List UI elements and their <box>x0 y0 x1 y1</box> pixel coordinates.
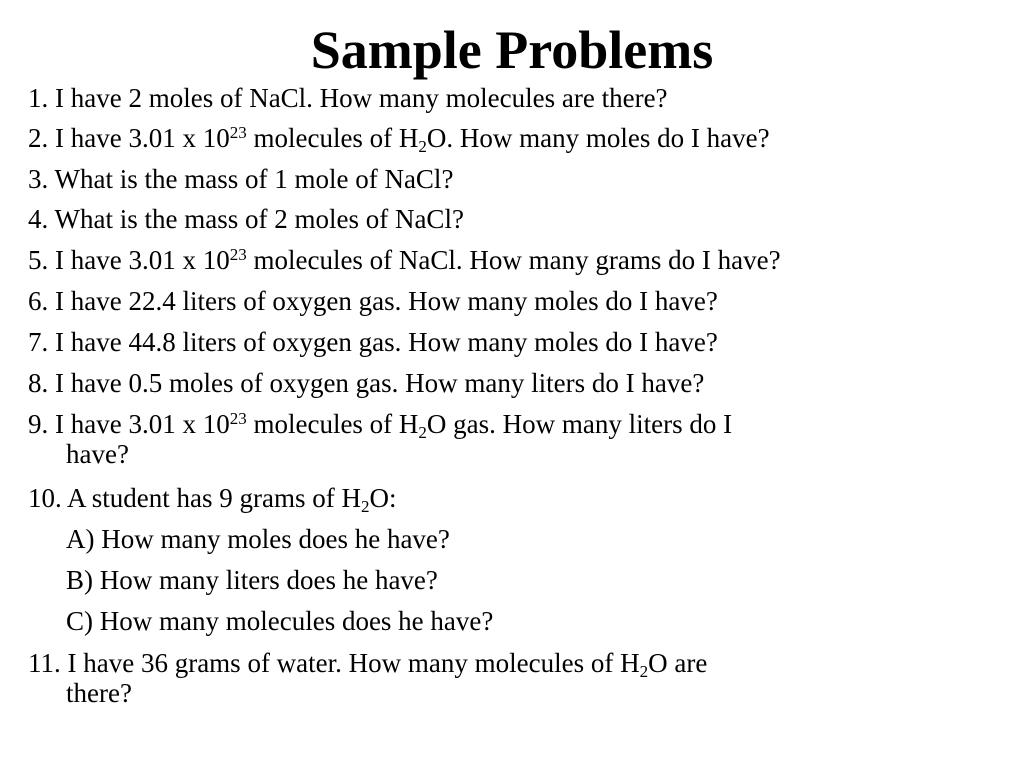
problem-10 <box>28 483 1018 516</box>
problem-10-text-a: 10. A student has 9 grams of H <box>28 483 361 513</box>
problem-6: 6. I have 22.4 liters of oxygen gas. How many moles do I have? <box>28 286 718 316</box>
slide-title: Sample Problems <box>310 20 714 80</box>
problem-11-text-b: O are <box>648 648 708 678</box>
problem-2-text-b: molecules of H <box>246 123 419 153</box>
problem-5-text-a: 5. I have 3.01 x 10 <box>28 245 230 275</box>
problem-10-part-c: C) How many molecules does he have? <box>66 606 494 636</box>
problem-2-text-c: O. How many moles do I have? <box>426 123 770 153</box>
problem-2-subscript: 2 <box>418 137 427 156</box>
problem-9-exponent: 23 <box>229 409 247 428</box>
problem-5 <box>28 245 1018 275</box>
problem-10-text-b: O: <box>369 483 397 513</box>
problem-11-continuation: there? <box>66 678 132 708</box>
problem-9-subscript: 2 <box>418 423 427 442</box>
problem-2-text-a: 2. I have 3.01 x 10 <box>28 123 230 153</box>
problem-9-continuation: have? <box>66 439 129 469</box>
problem-5-exponent: 23 <box>229 245 247 264</box>
problem-10-part-b: B) How many liters does he have? <box>66 565 438 595</box>
problem-9 <box>28 409 1018 469</box>
problem-9-text-b: molecules of H <box>246 409 419 439</box>
problem-1: 1. I have 2 moles of NaCl. How many molecules are there? <box>28 83 668 113</box>
problem-11-text-a: 11. I have 36 grams of water. How many molecules of H <box>28 648 640 678</box>
problem-2-exponent: 23 <box>229 123 247 142</box>
problem-2 <box>28 123 1018 156</box>
problem-10-subscript: 2 <box>360 497 370 516</box>
problem-8: 8. I have 0.5 moles of oxygen gas. How many liters do I have? <box>28 368 705 398</box>
problem-11-subscript: 2 <box>639 662 649 681</box>
problem-7: 7. I have 44.8 liters of oxygen gas. How many moles do I have? <box>28 327 718 357</box>
problem-9-text-c: O gas. How many liters do I <box>426 409 733 439</box>
problem-5-text-b: molecules of NaCl. How many grams do I have? <box>246 245 781 275</box>
problem-3: 3. What is the mass of 1 mole of NaCl? <box>28 164 454 194</box>
problem-10-part-a: A) How many moles does he have? <box>66 524 450 554</box>
problem-9-text-a: 9. I have 3.01 x 10 <box>28 409 230 439</box>
problem-11 <box>28 648 1018 708</box>
problem-4: 4. What is the mass of 2 moles of NaCl? <box>28 204 464 234</box>
